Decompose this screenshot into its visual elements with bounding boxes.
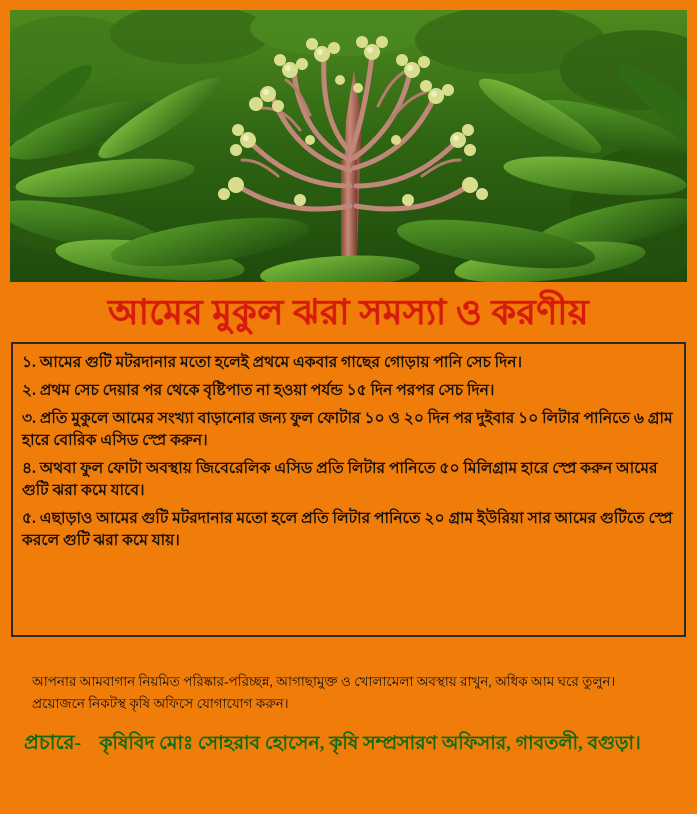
instruction-item: ৪. অথবা ফুল ফোটা অবস্থায় জিবেরেলিক এসিড প্রতি লিটার পানিতে ৫০ মিলিগ্রাম হারে স্প্রে করুন আমের গুটি ঝরা কমে যাবে। [22,460,658,499]
instructions-box [11,342,686,637]
credit-row [10,728,687,761]
photo-illustration [10,10,687,282]
instruction-item: ৫. এছাড়াও আমের গুটি মটরদানার মতো হলে প্রতি লিটার পানিতে ২০ গ্রাম ইউরিয়া সার আমের গুটিতে স্প্রে করলে গুটি ঝরা কমে যায়। [22,510,673,549]
footer [10,637,687,761]
page-title: আমের মুকুল ঝরা সমস্যা ও করণীয় [108,292,589,332]
advisory-note-line: প্রয়োজনে নিকটস্থ কৃষি অফিসে যোগাযোগ করুন। [32,695,289,711]
credit-name: কৃষিবিদ মোঃ সোহরাব হোসেন, কৃষি সম্প্রসারণ অফিসার, গাবতলী, বগুড়া। [99,733,641,755]
instruction-item: ২. প্রথম সেচ দেয়ার পর থেকে বৃষ্টিপাত না হওয়া পর্যন্ড ১৫ দিন পরপর সেচ দিন। [22,382,495,399]
mango-panicle-photo [10,10,687,282]
credit-label: প্রচারে- [24,732,82,755]
advisory-note-line: আপনার আমবাগান নিয়মিত পরিষ্কার-পরিচ্ছন্ন, আগাছামুক্ত ও খোলামেলা অবস্থায় রাখুন, অধিক আম ঘরে তুলুন। [32,674,616,689]
title-band [10,282,687,342]
instruction-item: ১. আমের গুটি মটরদানার মতো হলেই প্রথমে একবার গাছের গোড়ায় পানি সেচ দিন। [22,354,523,371]
instruction-item: ৩. প্রতি মুকুলে আমের সংখ্যা বাড়ানোর জন্য ফুল ফোটার ১০ ও ২০ দিন পর দুইবার ১০ লিটার পানিতে ৬ গ্রাম হারে বোরিক এসিড স্প্রে করুন। [22,410,673,449]
